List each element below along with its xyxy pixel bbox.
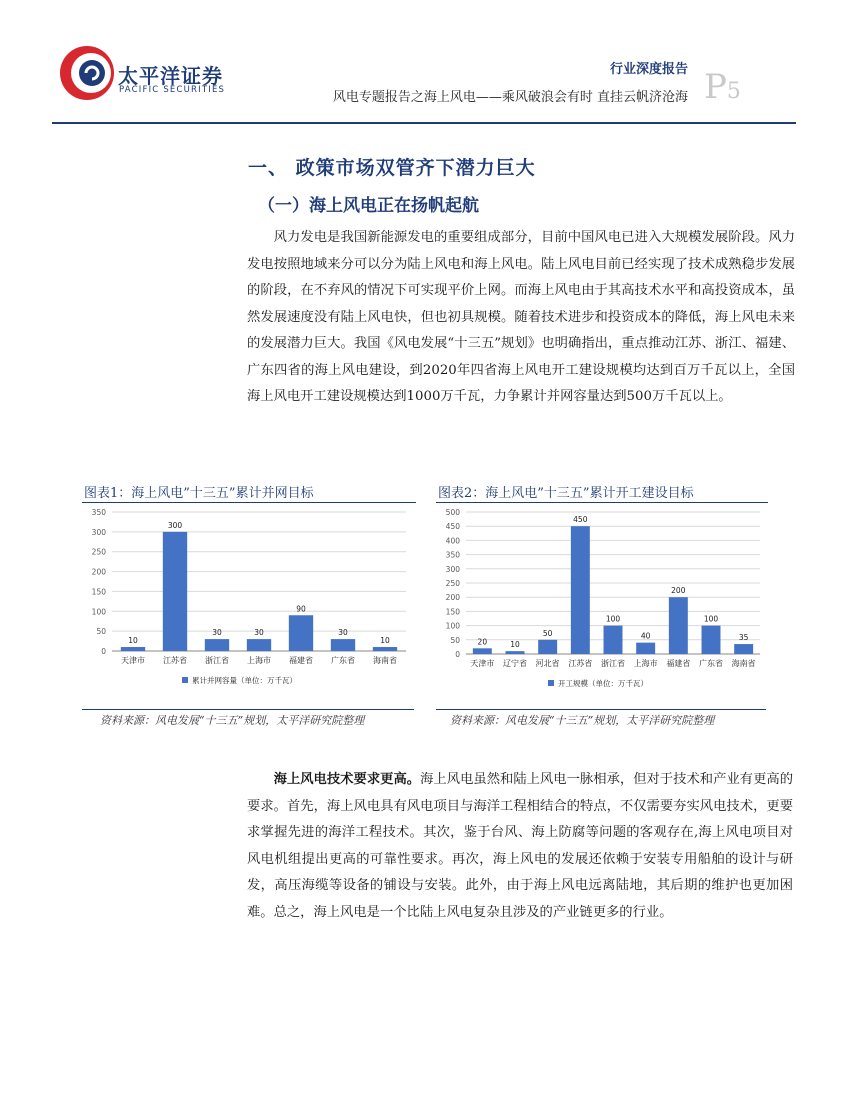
chart1-ytick-label: 150 [91, 587, 106, 597]
chart2-bar [473, 648, 492, 654]
chart2-category-label: 天津市 [470, 659, 495, 668]
chart2-ytick-label: 250 [445, 579, 460, 588]
chart2-category-label: 辽宁省 [503, 659, 527, 668]
chart2-ytick-label: 300 [445, 564, 460, 574]
chart2-ytick-label: 150 [445, 607, 460, 617]
chart1-legend-swatch [182, 677, 188, 683]
chart1-bar [331, 639, 355, 651]
paragraph-tech [247, 767, 793, 926]
chart2-category-label: 福建省 [666, 659, 691, 668]
chart1-data-label: 300 [167, 520, 183, 530]
chart1-legend-label: 累计并网容量（单位：万千瓦） [192, 676, 297, 685]
page-number-value: 5 [726, 79, 741, 104]
chart2-ytick-label: 100 [445, 621, 460, 631]
chart2-ytick-label: 0 [455, 650, 460, 659]
chart2-ytick-label: 200 [445, 593, 460, 603]
chart1-ytick-label: 250 [91, 547, 106, 557]
chart1-data-label: 30 [338, 628, 348, 638]
chart2-bar [506, 651, 525, 654]
chart2-data-label: 40 [640, 631, 651, 641]
chart1-data-label: 10 [128, 636, 138, 646]
chart2-data-label: 35 [738, 633, 749, 643]
chart1-category-label: 广东省 [331, 656, 355, 665]
chart1-bar-chart [82, 505, 414, 705]
chart2-legend-swatch [548, 680, 554, 686]
chart2-source: 资料来源：风电发展“十三五”规划，太平洋研究院整理 [450, 714, 715, 727]
chart2-ytick-label: 500 [445, 508, 460, 517]
chart2-ytick-label: 450 [445, 522, 460, 532]
chart1-category-label: 海南省 [373, 656, 397, 665]
chart2-category-label: 海南省 [731, 659, 756, 668]
chart1-category-label: 福建省 [289, 656, 313, 665]
page-number [704, 67, 741, 107]
company-name-cn: 太平洋证券 [118, 64, 223, 88]
chart1-ytick-label: 200 [91, 567, 106, 577]
chart1-ytick-label: 300 [91, 527, 106, 537]
chart2-bar [669, 597, 688, 654]
report-type: 行业深度报告 [609, 62, 688, 77]
chart2-ytick-label: 350 [445, 550, 460, 560]
chart2-category-label: 江苏省 [568, 659, 593, 668]
chart2-bar [571, 526, 590, 654]
company-name-en: PACIFIC SECURITIES [119, 85, 226, 95]
chart2-bar [734, 644, 753, 654]
chart1-bar [205, 639, 229, 651]
chart2-title: 图表2：海上风电”十三五”累计开工建设目标 [436, 485, 768, 503]
chart1-ytick-label: 100 [91, 607, 106, 617]
chart2-legend-label: 开工规模（单位：万千瓦） [558, 679, 648, 688]
paragraph-tech-body: 海上风电虽然和陆上风电一脉相承，但对于技术和产业有更高的要求。首先，海上风电具有风电项目与海洋工程相结合的特点，不仅需要夯实风电技术，更要求掌握先进的海洋工程技术。其次，鉴于台风、海上防腐等问题的客观存在,海上风电项目对风电机组提出更高的可靠性要求。再次，海上风电的发展还依赖于安装专用船舶的设计与研发，高压海缆等设备的铺设与安装。此外，由于海上风电远离陆地，其后期的维护也更加困难。总之，海上风电是一个比陆上风电复杂且涉及的产业链更多的行业。 [247, 772, 794, 920]
report-title: 风电专题报告之海上风电——乘风破浪会有时 直挂云帆济沧海 [332, 90, 688, 105]
chart1-bar [247, 639, 271, 651]
chart2-data-label: 100 [703, 614, 719, 624]
chart2-data-label: 50 [542, 628, 553, 638]
chart1-category-label: 浙江省 [205, 656, 229, 665]
chart1-data-label: 30 [212, 628, 222, 638]
section-subheading: （一）海上风电正在扬帆起航 [258, 196, 479, 216]
chart1-source-rule [82, 709, 414, 710]
chart2-bar [604, 626, 623, 654]
chart2-ytick-label: 50 [450, 635, 460, 645]
chart2-category-label: 广东省 [699, 659, 723, 668]
page-label: P [704, 67, 727, 107]
chart1-source: 资料来源：风电发展“十三五”规划，太平洋研究院整理 [100, 714, 365, 727]
chart2-category-label: 上海市 [633, 659, 658, 668]
chart1-bar [373, 647, 397, 651]
chart2-data-label: 10 [510, 640, 520, 650]
chart1-category-label: 上海市 [247, 656, 271, 665]
chart1-category-label: 江苏省 [163, 656, 187, 665]
chart2-ytick-label: 400 [445, 536, 460, 546]
chart1-data-label: 30 [254, 628, 264, 638]
chart2-bar [538, 640, 557, 654]
chart2-data-label: 20 [477, 637, 488, 647]
chart2-category-label: 河北省 [535, 659, 560, 668]
chart1-bar [289, 615, 313, 651]
chart1-ytick-label: 0 [101, 647, 106, 656]
chart1-category-label: 天津市 [121, 656, 145, 665]
company-logo-icon [58, 44, 116, 102]
chart2-data-label: 200 [671, 586, 686, 596]
chart1-title: 图表1：海上风电”十三五”累计并网目标 [82, 485, 416, 503]
chart2-bar-chart [436, 505, 766, 705]
chart1-ytick-label: 50 [96, 627, 106, 637]
chart2-bar [702, 626, 721, 654]
chart1-data-label: 90 [296, 604, 306, 614]
chart2-bar [636, 643, 655, 654]
chart2-data-label: 450 [573, 515, 588, 525]
chart1-ytick-label: 350 [91, 508, 106, 517]
chart2-data-label: 100 [605, 614, 621, 624]
section-heading: 一、 政策市场双管齐下潜力巨大 [248, 157, 536, 179]
chart1-bar [163, 532, 187, 651]
paragraph-intro: 风力发电是我国新能源发电的重要组成部分，目前中国风电已进入大规模发展阶段。风力发电按照地域来分可以分为陆上风电和海上风电。陆上风电目前已经实现了技术成熟稳步发展的阶段，在不弃风的情况下可实现平价上网。而海上风电由于其高技术水平和高投资成本，虽然发展速度没有陆上风电快，但也初具规模。随着技术进步和投资成本的降低，海上风电未来的发展潜力巨大。我国《风电发展“十三五”规划》也明确指出，重点推动江苏、浙江、福建、广东四省的海上风电建设，到2020年四省海上风电开工建设规模均达到百万千瓦以上，全国海上风电开工建设规模达到1000万千瓦，力争累计并网容量达到500万千瓦以上。 [247, 230, 795, 404]
header-rule [52, 122, 796, 124]
chart2-category-label: 浙江省 [601, 659, 625, 668]
chart1-bar [121, 647, 145, 651]
paragraph-tech-lead: 海上风电技术要求更高。 [273, 772, 421, 787]
chart2-source-rule [436, 709, 766, 710]
chart1-data-label: 10 [380, 636, 390, 646]
